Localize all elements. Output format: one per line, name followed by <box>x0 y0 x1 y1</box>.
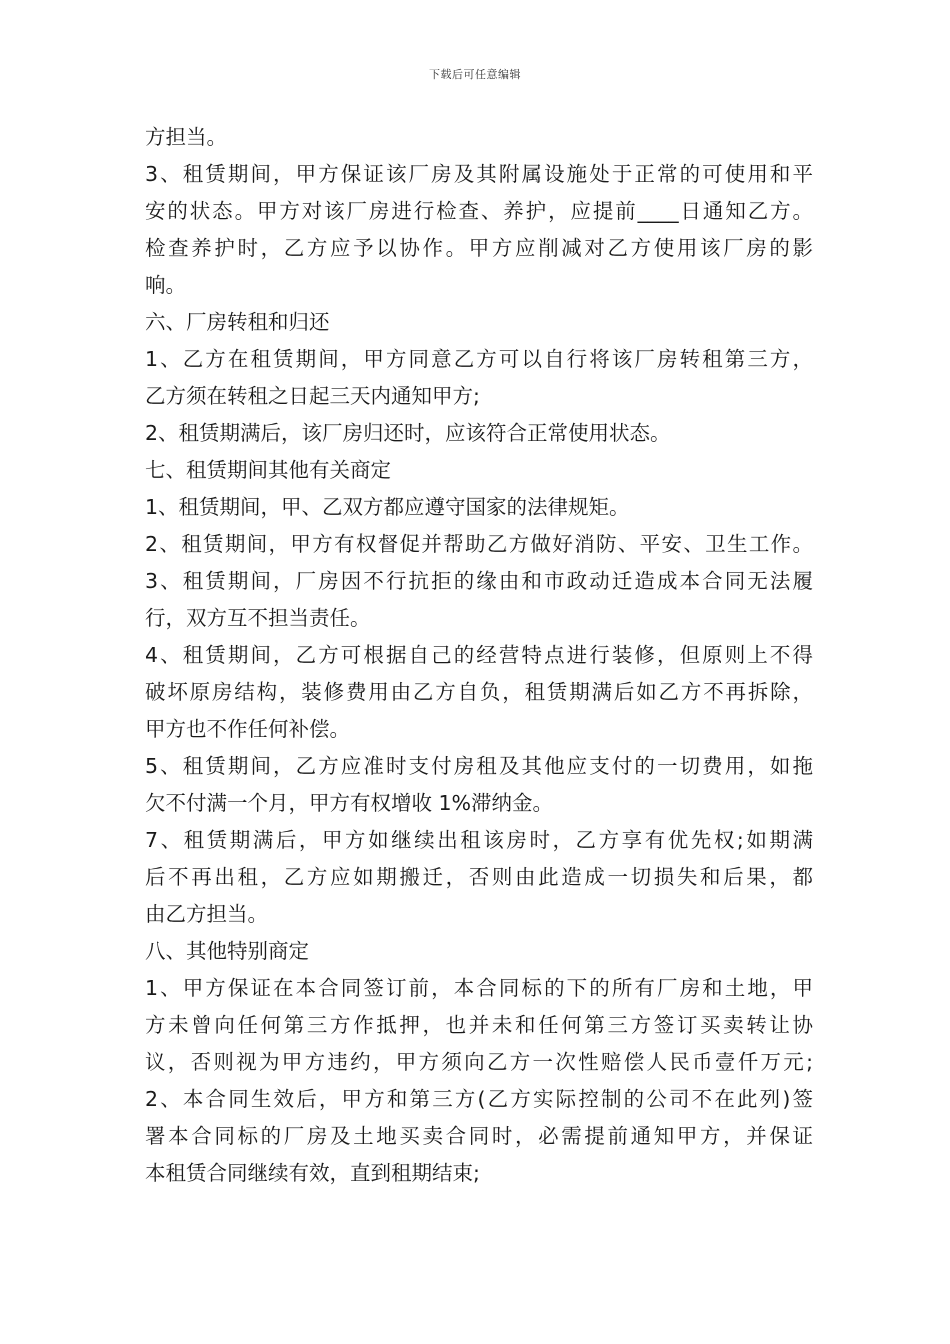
text-line: 7、租赁期满后，甲方如继续出租该房时，乙方享有优先权;如期满 <box>145 828 813 852</box>
text-line: 方未曾向任何第三方作抵押，也并未和任何第三方签订买卖转让协 <box>145 1013 813 1037</box>
text-line: 本租赁合同继续有效，直到租期结束; <box>145 1161 480 1185</box>
text-line: 甲方也不作任何补偿。 <box>145 717 350 741</box>
text-line: 2、租赁期满后，该厂房归还时，应该符合正常使用状态。 <box>145 421 671 445</box>
text-line: 议，否则视为甲方违约，甲方须向乙方一次性赔偿人民币壹仟万元; <box>145 1050 813 1074</box>
text-line: 署本合同标的厂房及土地买卖合同时，必需提前通知甲方，并保证 <box>145 1124 813 1148</box>
text-line: 后不再出租，乙方应如期搬迁，否则由此造成一切损失和后果，都 <box>145 865 813 889</box>
text-line: 3、租赁期间，厂房因不行抗拒的缘由和市政动迁造成本合同无法履 <box>145 569 813 593</box>
document-body <box>145 119 813 1192</box>
text-line: 乙方须在转租之日起三天内通知甲方; <box>145 384 480 408</box>
text-line: 八、其他特别商定 <box>145 939 309 963</box>
text-line: 响。 <box>145 273 186 297</box>
text-line: 检查养护时，乙方应予以协作。甲方应削减对乙方使用该厂房的影 <box>145 236 813 260</box>
text-line: 欠不付满一个月，甲方有权增收 1%滞纳金。 <box>145 791 554 815</box>
text-line: 由乙方担当。 <box>145 902 268 926</box>
text-line: 破坏原房结构，装修费用由乙方自负，租赁期满后如乙方不再拆除， <box>145 680 813 704</box>
text-line: 七、租赁期间其他有关商定 <box>145 458 391 482</box>
text-line: 1、甲方保证在本合同签订前，本合同标的下的所有厂房和土地，甲 <box>145 976 813 1000</box>
text-line: 1、乙方在租赁期间，甲方同意乙方可以自行将该厂房转租第三方， <box>145 347 813 371</box>
text-line: 2、租赁期间，甲方有权督促并帮助乙方做好消防、平安、卫生工作。 <box>145 532 813 556</box>
text-line: 5、租赁期间，乙方应准时支付房租及其他应支付的一切费用，如拖 <box>145 754 813 778</box>
text-line: 方担当。 <box>145 125 227 149</box>
text-line: 1、租赁期间，甲、乙双方都应遵守国家的法律规矩。 <box>145 495 630 519</box>
text-line: 2、本合同生效后，甲方和第三方(乙方实际控制的公司不在此列)签 <box>145 1087 813 1111</box>
text-line: 安的状态。甲方对该厂房进行检查、养护，应提前____日通知乙方。 <box>145 199 813 223</box>
text-line: 3、租赁期间，甲方保证该厂房及其附属设施处于正常的可使用和平 <box>145 162 813 186</box>
text-line: 行，双方互不担当责任。 <box>145 606 371 630</box>
text-line: 六、厂房转租和归还 <box>145 310 330 334</box>
page-header: 下载后可任意编辑 <box>429 68 521 81</box>
text-line: 4、租赁期间，乙方可根据自己的经营特点进行装修，但原则上不得 <box>145 643 813 667</box>
